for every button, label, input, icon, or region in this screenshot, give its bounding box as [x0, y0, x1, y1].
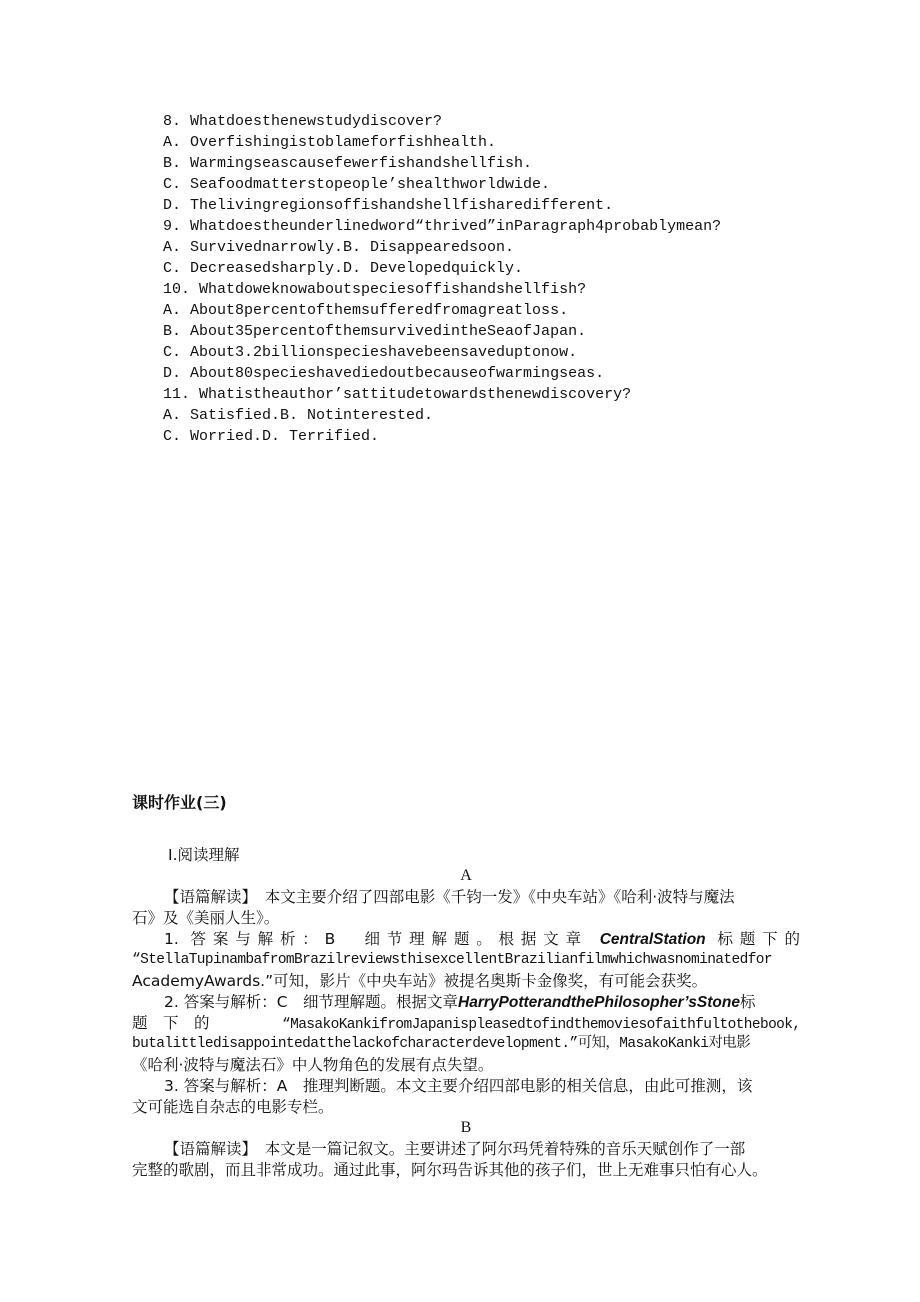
- option: B. About35percentofthemsurvivedintheSeaofJapan.: [163, 323, 587, 340]
- answer-text: 题 下 的: [132, 1014, 210, 1032]
- part-a-heading: A: [460, 867, 472, 884]
- option: A. Survivednarrowly.B. Disappearedsoon.: [163, 239, 515, 256]
- option: D. About80specieshavediedoutbecauseofwarmingseas.: [163, 365, 605, 382]
- answer-2-line4: 《哈利·波特与魔法石》中人物角色的发展有点失望。: [132, 1056, 494, 1074]
- section-title: 课时作业(三): [132, 793, 227, 812]
- subsection-heading: Ⅰ.阅读理解: [168, 846, 240, 864]
- passage-summary-b: 【语篇解读】 本文是一篇记叙文。主要讲述了阿尔玛凭着特殊的音乐天赋创作了一部: [164, 1140, 746, 1158]
- question-10: 10. Whatdoweknowaboutspeciesoffishandshellfish?: [163, 281, 587, 298]
- option: C. About3.2billionspecieshavebeensaveduptonow.: [163, 344, 578, 361]
- answer-1: [132, 929, 800, 949]
- passage-summary-b-cont: 完整的歌剧，而且非常成功。通过此事，阿尔玛告诉其他的孩子们，世上无难事只怕有心人。: [132, 1161, 768, 1179]
- article-title: HarryPotterandthePhilosopher’sStone: [458, 994, 740, 1011]
- answer-3-cont: 文可能选自杂志的电影专栏。: [132, 1098, 334, 1116]
- passage-summary-a-cont: 石》及《美丽人生》。: [132, 909, 280, 927]
- question-11: 11. Whatistheauthor’sattitudetowardsthenewdiscovery?: [163, 386, 632, 403]
- answer-1-end: AcademyAwards.”可知，影片《中央车站》被提名奥斯卡金像奖，有可能会获奖。: [132, 972, 708, 990]
- answer-2-line2: [132, 1013, 800, 1035]
- article-title: CentralStation: [599, 931, 706, 948]
- answer-3: 3. 答案与解析：A 推理判断题。本文主要介绍四部电影的相关信息，由此可推测，该: [164, 1077, 753, 1095]
- answer-2: [132, 992, 800, 1013]
- answer-1-quote: “StellaTupinambafromBrazilreviewsthisexcellentBrazilianfilmwhichwasnominatedfor: [132, 952, 773, 968]
- answer-text: 标题下的: [717, 930, 800, 948]
- answer-text: 2. 答案与解析：C 细节理解题。根据文章: [164, 993, 459, 1011]
- part-b-heading: B: [460, 1119, 472, 1136]
- question-8: 8. Whatdoesthenewstudydiscover?: [163, 113, 443, 130]
- option: B. Warmingseascausefewerfishandshellfish.: [163, 155, 533, 172]
- question-9: 9. Whatdoestheunderlinedword“thrived”inParagraph4probablymean?: [163, 218, 722, 235]
- option: A. Satisfied.B. Notinterested.: [163, 407, 434, 424]
- answer-text: 标: [739, 993, 756, 1011]
- answer-text: 1. 答案与解析：B 细节理解题。根据文章: [164, 930, 588, 948]
- option: A. About8percentofthemsufferedfromagreatloss.: [163, 302, 569, 319]
- option: D. Thelivingregionsoffishandshellfisharedifferent.: [163, 197, 614, 214]
- option: A. Overfishingistoblameforfishhealth.: [163, 134, 497, 151]
- answer-quote: “MasakoKankifromJapanispleasedtofindthemoviesofaithfultothebook,: [282, 1017, 801, 1033]
- answer-2-line3: butalittledisappointedatthelackofcharacterdevelopment.”可知，MasakoKanki对电影: [132, 1036, 751, 1052]
- option: C. Decreasedsharply.D. Developedquickly.: [163, 260, 524, 277]
- option: C. Seafoodmatterstopeople’shealthworldwide.: [163, 176, 551, 193]
- passage-summary-a: 【语篇解读】 本文主要介绍了四部电影《千钧一发》《中央车站》《哈利·波特与魔法: [164, 888, 735, 906]
- option: C. Worried.D. Terrified.: [163, 428, 380, 445]
